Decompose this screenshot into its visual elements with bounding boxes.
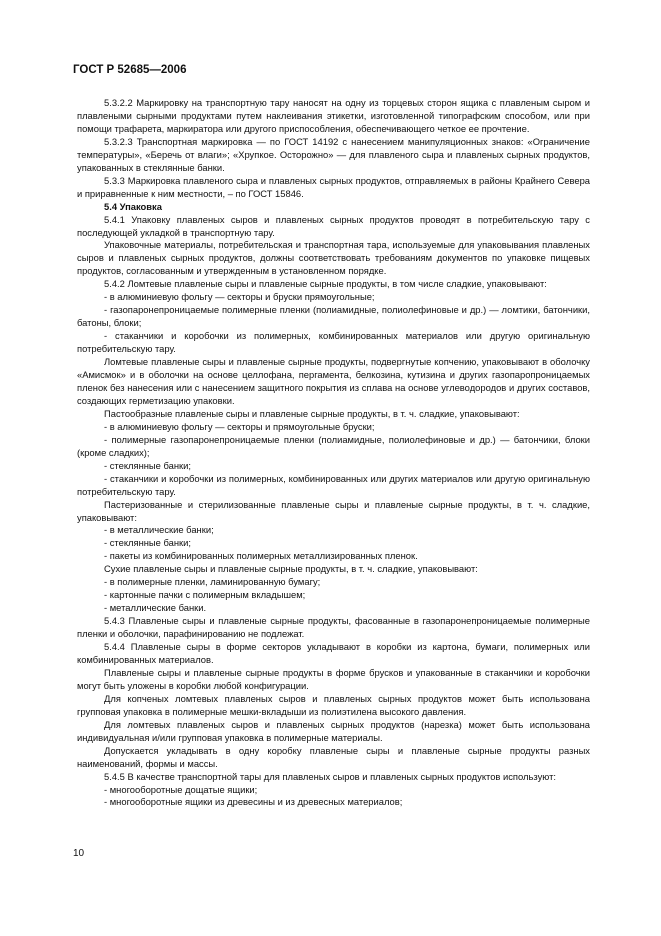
- list-item: - стаканчики и коробочки из полимерных, комбинированных материалов или другую оригинальную потребительскую тару.: [77, 330, 590, 355]
- paragraph: Для копченых ломтевых плавленых сыров и плавленых сырных продуктов может быть использована групповая упаковка в полимерные мешки-вкладыши из полиэтилена высокого давления.: [77, 692, 590, 717]
- list-item: - в металлические банки;: [104, 524, 214, 536]
- paragraph: 5.4.2 Ломтевые плавленые сыры и плавленые сырные продукты, в том числе сладкие, упаковывают:: [104, 278, 547, 290]
- paragraph: 5.4.3 Плавленые сыры и плавленые сырные продукты, фасованные в газопаронепроницаемые полимерные пленки и оболочки, парафинированию не подлежат.: [77, 615, 590, 640]
- paragraph: Упаковочные материалы, потребительская и транспортная тара, используемые для упаковывания плавленых сыров и плавленых сырных продуктов, должны соответствовать требованиям документов по упаковке пищевых продуктов, согласованным и утвержденным в установленном порядке.: [77, 239, 590, 277]
- page-header-title: ГОСТ Р 52685—2006: [73, 64, 187, 76]
- list-item: - стеклянные банки;: [104, 459, 191, 471]
- section-heading: 5.4 Упаковка: [104, 200, 162, 212]
- paragraph: Ломтевые плавленые сыры и плавленые сырные продукты, подвергнутые копчению, упаковывают в оболочку «Амисмок» и в оболочки на основе целлофана, пергамента, белкозина, кутизина и других газопаропроницаемых пленок без нанесения или с нанесением защитного покрытия из сплава на основе углеводородов и других составов, создающих герметизацию упаковки.: [77, 356, 590, 406]
- list-item: - многооборотные дощатые ящики;: [104, 783, 258, 795]
- list-item: - стаканчики и коробочки из полимерных, комбинированных или других материалов или другую оригинальную потребительскую тару.: [77, 472, 590, 497]
- page-number: 10: [73, 848, 85, 859]
- paragraph: 5.4.4 Плавленые сыры в форме секторов укладывают в коробки из картона, бумаги, полимерных или комбинированных материалов.: [77, 641, 590, 665]
- paragraph: Для ломтевых плавленых сыров и плавленых сырных продуктов (нарезка) может быть использована индивидуальная и/или групповая упаковка в полимерные материалы.: [77, 718, 590, 743]
- list-item: - картонные пачки с полимерным вкладышем;: [104, 589, 306, 601]
- paragraph: 5.4.5 В качестве транспортной тары для плавленых сыров и плавленых сырных продуктов используют:: [104, 770, 556, 782]
- document-body: [77, 97, 590, 809]
- list-item: - металлические банки.: [104, 602, 207, 614]
- paragraph: Допускается укладывать в одну коробку плавленые сыры и плавленые сырные продукты разных наименований, формы и массы.: [77, 744, 590, 769]
- list-item: - в алюминиевую фольгу — секторы и прямоугольные бруски;: [104, 420, 375, 432]
- list-item: - в алюминиевую фольгу — секторы и бруски прямоугольные;: [104, 291, 375, 303]
- paragraph: 5.3.2.3 Транспортная маркировка — по ГОСТ 14192 с нанесением манипуляционных знаков: «Ограничение температуры», «Беречь от влаги»; «Хрупкое. Осторожно» — для плавленого сыра и плавленых сырных продуктов, упакованных в стеклянные банки.: [77, 135, 590, 173]
- paragraph: Сухие плавленые сыры и плавленые сырные продукты, в т. ч. сладкие, упаковывают:: [104, 563, 478, 575]
- paragraph: 5.3.2.2 Маркировку на транспортную тару наносят на одну из торцевых сторон ящика с плавленым сыром и плавлеными сырными продуктами путем наклеивания этикетки, изготовленной типографским способом, или при помощи трафарета, маркиратора или другого приспособления, обеспечивающего четкое ее прочтение.: [77, 97, 590, 134]
- list-item: - стеклянные банки;: [104, 537, 191, 549]
- paragraph: Плавленые сыры и плавленые сырные продукты в форме брусков и упакованные в стаканчики и коробочки могут быть уложены в коробки любой конфигурации.: [77, 666, 590, 691]
- list-item: - полимерные газопаронепроницаемые пленки (полиамидные, полиолефиновые и др.) — батончики, блоки (кроме сладких);: [77, 433, 590, 458]
- list-item: - пакеты из комбинированных полимерных металлизированных пленок.: [104, 550, 418, 562]
- paragraph: 5.4.1 Упаковку плавленых сыров и плавленых сырных продуктов проводят в потребительскую тару с последующей укладкой в транспортную тару.: [77, 213, 590, 238]
- paragraph: Пастеризованные и стерилизованные плавленые сыры и плавленые сырные продукты, в т. ч. сладкие, упаковывают:: [77, 498, 590, 523]
- paragraph: Пастообразные плавленые сыры и плавленые сырные продукты, в т. ч. сладкие, упаковывают:: [104, 407, 520, 419]
- list-item: - многооборотные ящики из древесины и из древесных материалов;: [104, 796, 403, 808]
- paragraph: 5.3.3 Маркировка плавленого сыра и плавленых сырных продуктов, отправляемых в районы Крайнего Севера и приравненные к ним местности, – по ГОСТ 15846.: [77, 174, 590, 199]
- list-item: - в полимерные пленки, ламинированную бумагу;: [104, 576, 321, 588]
- list-item: - газопаронепроницаемые полимерные пленки (полиамидные, полиолефиновые и др.) — ломтики, батончики, батоны, блоки;: [77, 304, 590, 329]
